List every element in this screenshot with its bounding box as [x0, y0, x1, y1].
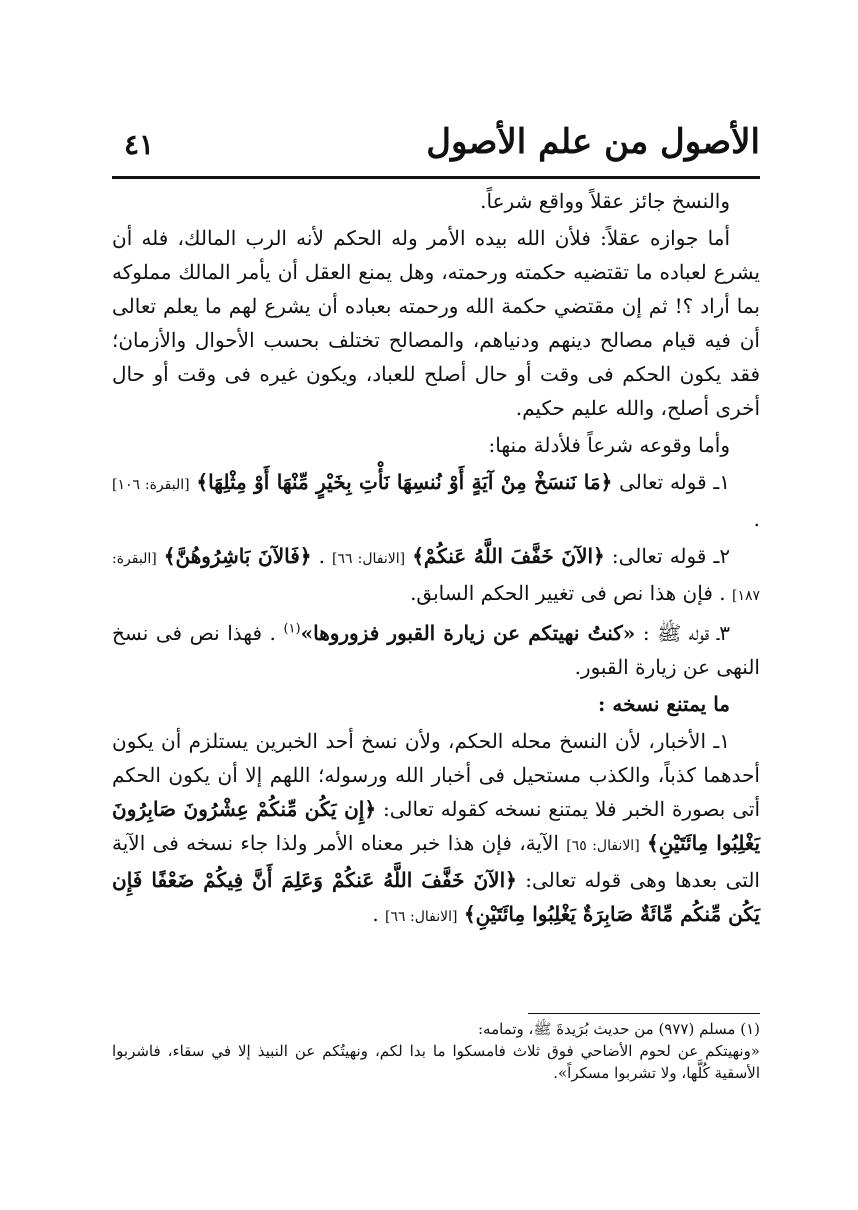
verse-reference: [الانفال: ٦٦] [385, 909, 458, 925]
evidence-item-1 [112, 465, 760, 536]
paragraph-abrogation-limits [112, 724, 760, 934]
punctuation: . [318, 544, 325, 568]
punctuation: . [753, 507, 760, 531]
section-heading: ما يمتنع نسخه : [598, 692, 730, 716]
evidence-item-3 [112, 616, 760, 684]
quran-verse: ﴿مَا نَنسَخْ مِنْ آيَةٍ أَوْ نُنسِهَا نَأْتِ بِخَيْرٍ مِّنْهَا أَوْ مِثْلِهَا﴾ [196, 470, 613, 494]
quran-verse: ﴿إِن يَكُن مِّنكُمْ عِشْرُونَ صَابِرُونَ يَغْلِبُوا مِائَتَيْنِ﴾ [112, 797, 761, 855]
evidence-3-conclusion: . فهذا نص فى نسخ النهى عن زيارة القبور. [112, 621, 760, 679]
footnote-marker: (١) [283, 621, 301, 637]
evidence-2-lead: ٢ـ قوله تعالى: [611, 544, 731, 568]
footnote-line: «ونهيتكم عن لحوم الأضاحي فوق ثلاث فامسكوا ما بدا لكم، ونهيتُكم عن النبيذ إلا في سقاء، فاشربوا الأسقية كُلَّها، ولا تشربوا مسكراً». [112, 1042, 760, 1082]
hadith-quote: «كنتُ نهيتكم عن زيارة القبور فزوروها» [300, 621, 636, 645]
verse-reference: [البقرة: ١٠٦] [112, 477, 190, 493]
footnote [112, 1018, 760, 1084]
header-divider [112, 176, 760, 179]
paragraph-intro: والنسخ جائز عقلاً وواقع شرعاً. [480, 189, 730, 213]
paragraph-text: الآية، فإن هذا خبر معناه الأمر ولذا جاء نسخه فى الآية التى بعدها وهى قوله تعالى: [112, 831, 760, 892]
quran-verse: ﴿الآنَ خَفَّفَ اللَّهُ عَنكُمْ﴾ [412, 544, 605, 568]
evidence-item-2 [112, 539, 760, 613]
paragraph-rational-permissibility: أما جوازه عقلاً: فلأن الله بيده الأمر وله الحكم لأنه الرب المالك، فله أن يشرع لعباده ما تقتضيه حكمته ورحمته، وهل يمنع العقل أن يأمر المالك مملوكه بما أراد ؟! ثم إن مقتضي حكمة الله ورحمته بعباده أن يشرع لهم ما يعلم تعالى أن فيه قيام مصالح دينهم ودنياهم، والمصالح تختلف بحسب الأحوال والأزمان؛ فقد يكون الحكم فى وقت أو حال أصلح للعباد، ويكون غيره فى وقت أو حال أخرى أصلح، والله عليم حكيم. [112, 226, 760, 420]
verse-reference: [البقرة: ١٨٧] [112, 551, 760, 604]
evidence-2-conclusion: . فإن هذا نص فى تغيير الحكم السابق. [410, 581, 726, 605]
quran-verse: ﴿الآنَ خَفَّفَ اللَّهُ عَنكُمْ وَعَلِمَ أَنَّ فِيكُمْ ضَعْفًا فَإِن يَكُن مِّنكُم مِّائَةٌ صَابِرَةٌ يَغْلِبُوا مِائَتَيْنِ﴾ [112, 868, 760, 926]
quran-verse: ﴿فَالآنَ بَاشِرُوهُنَّ﴾ [163, 544, 312, 568]
verse-reference: [الانفال: ٦٦] [331, 551, 406, 567]
page-header [112, 118, 760, 178]
page-number: ٤١ [124, 128, 155, 161]
evidence-1-lead: ١ـ قوله تعالى [619, 470, 731, 494]
footnote-divider [528, 1013, 760, 1014]
evidence-3-lead: ٣ـ قوله ﷺ : [642, 621, 731, 645]
paragraph-evidence-intro: وأما وقوعه شرعاً فلأدلة منها: [488, 433, 730, 457]
book-title: الأصول من علم الأصول [426, 122, 760, 162]
verse-reference: [الانفال: ٦٥] [566, 838, 640, 854]
punctuation: . [372, 902, 379, 926]
main-text [112, 184, 760, 937]
footnote-line: (١) مسلم (٩٧٧) من حديث بُرَيدةَ ﷺ، وتمامه: [477, 1020, 760, 1038]
paragraph-text: ١ـ الأخبار، لأن النسخ محله الحكم، ولأن نسخ أحد الخبرين يستلزم أن يكون أحدهما كذباً، والكذب مستحيل فى أخبار الله ورسوله؛ اللهم إلا أن يكون الحكم أتى بصورة الخبر فلا يمتنع نسخه كقوله تعالى: [112, 729, 761, 821]
